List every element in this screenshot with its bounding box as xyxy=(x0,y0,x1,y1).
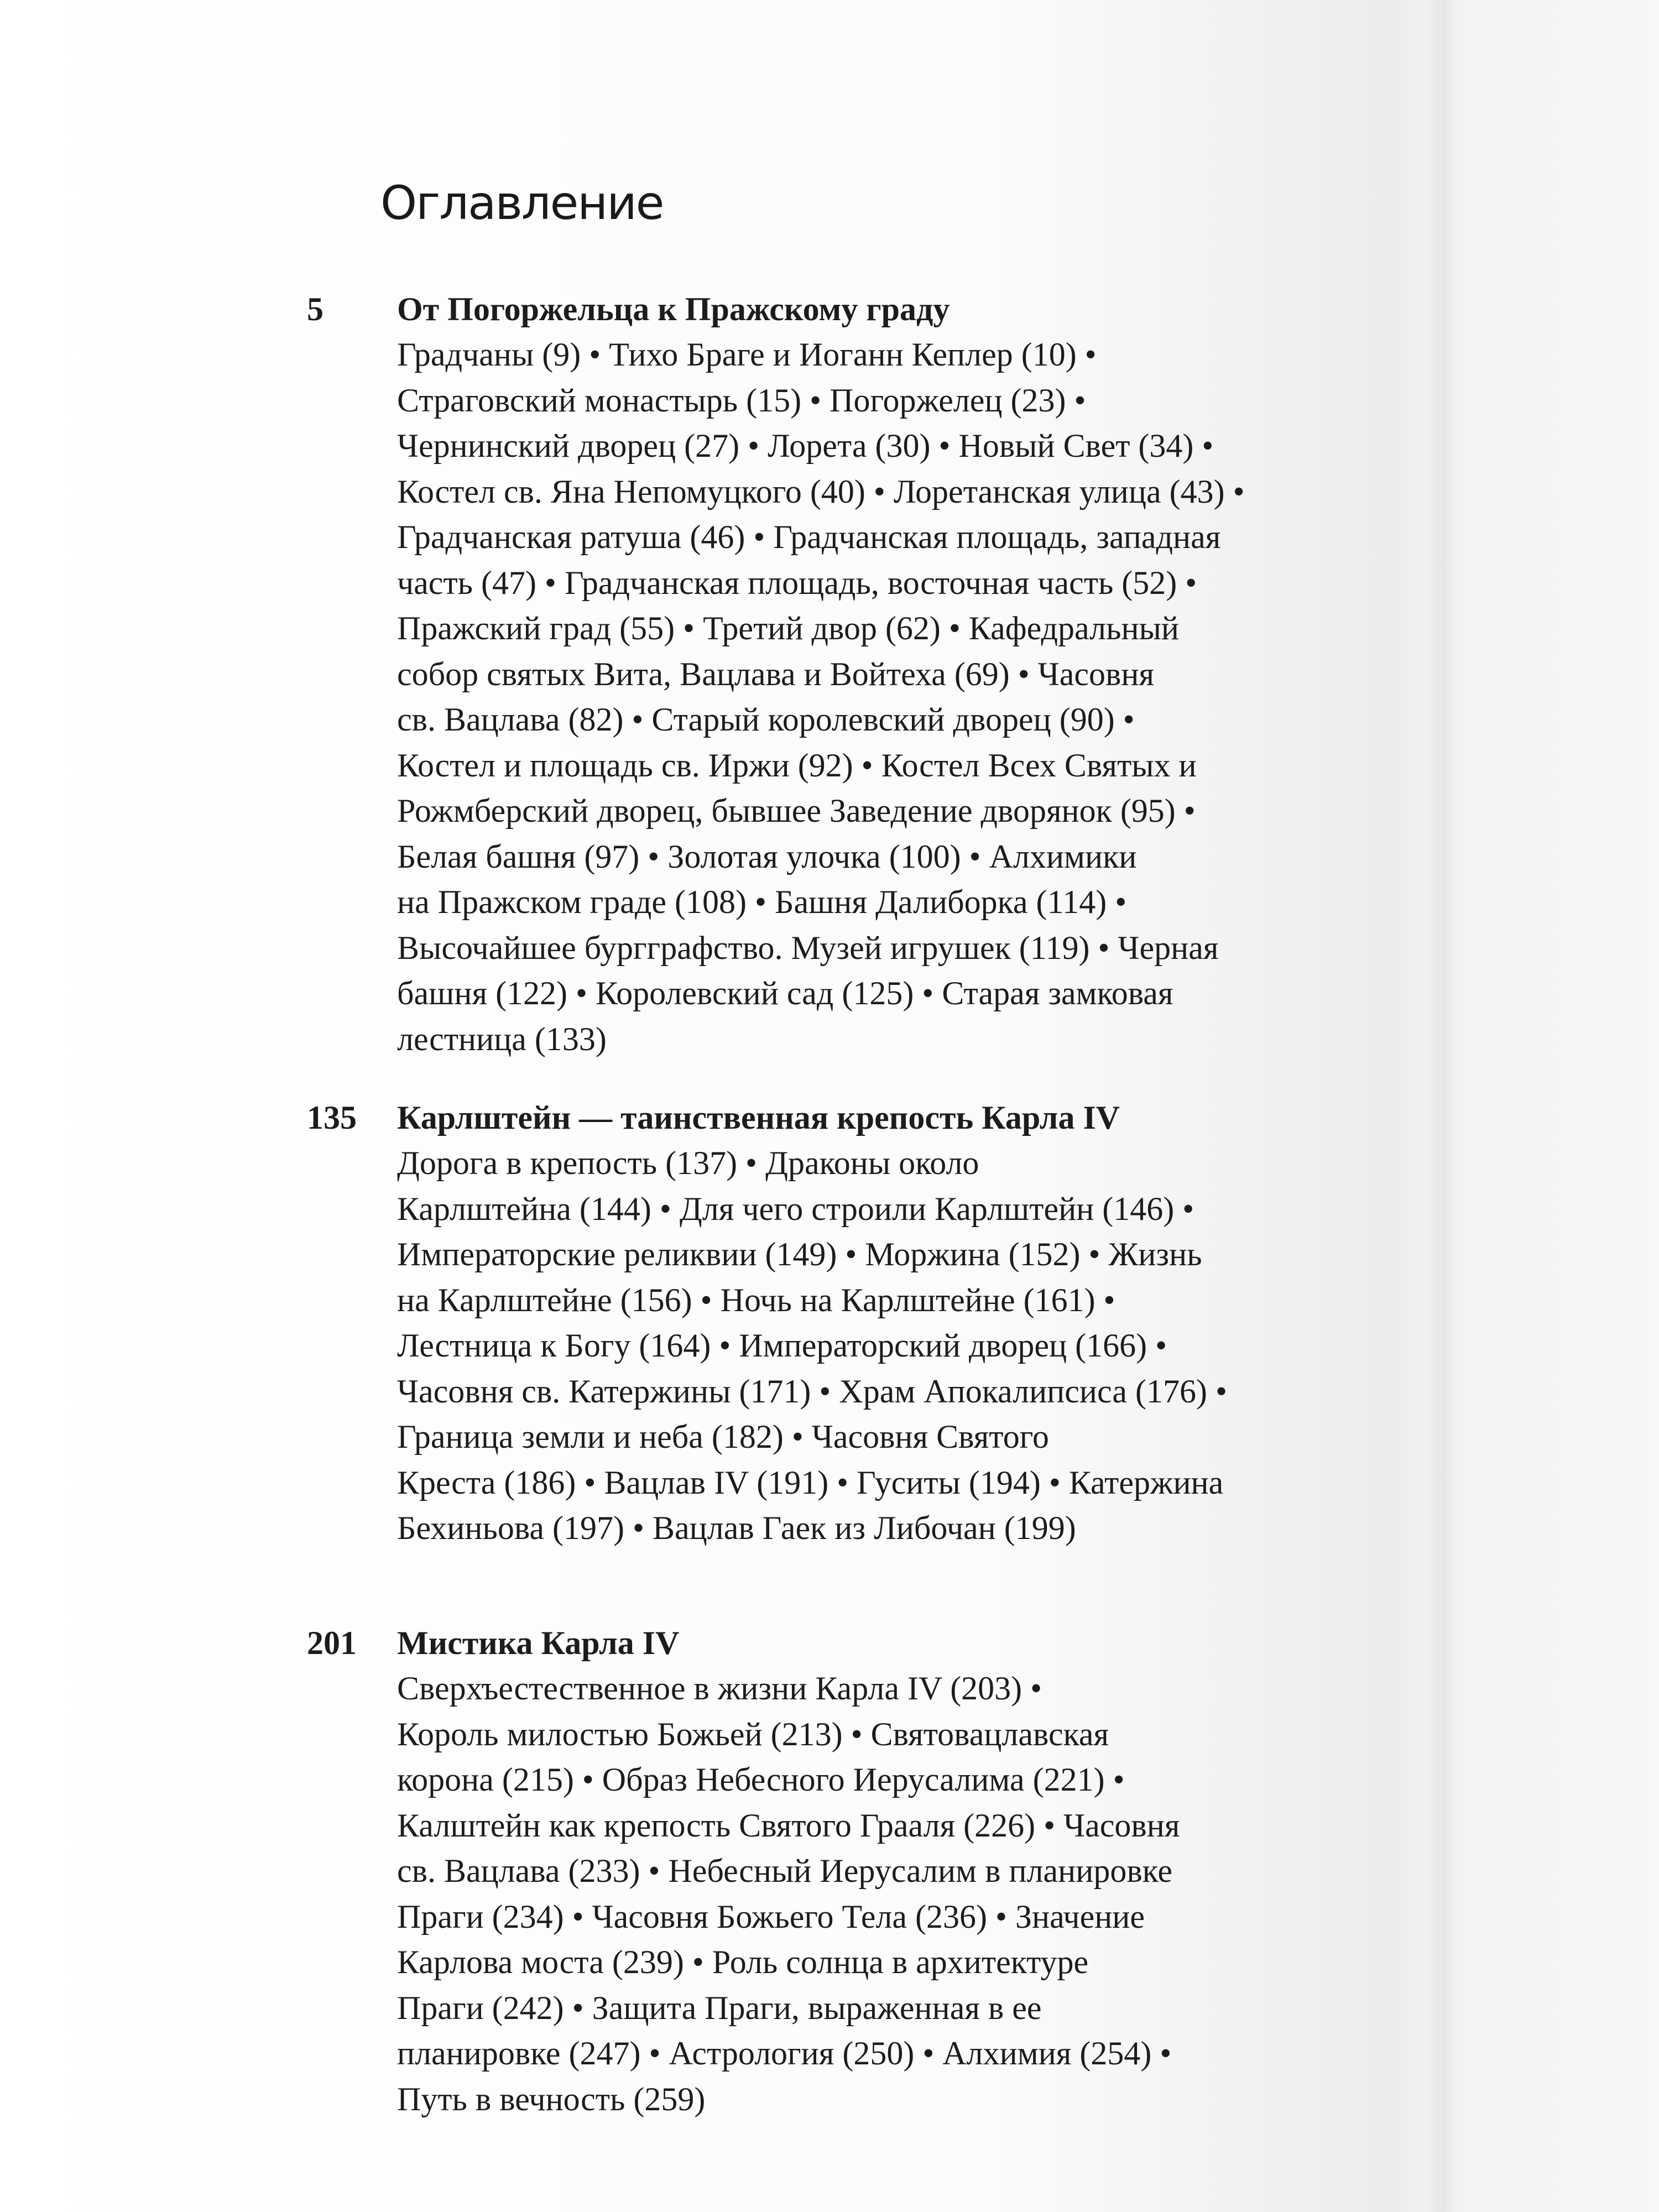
entry-line: Праги (242) • Защита Праги, выраженная в ее xyxy=(397,1989,1042,2026)
entry-line: Страговский монастырь (15) • Погоржелец (23) • xyxy=(397,382,1086,419)
page-edge-shadow xyxy=(1424,0,1457,2212)
entry-line: Лестница к Богу (164) • Императорский дворец (166) • xyxy=(397,1327,1167,1364)
entry-line: Чернинский дворец (27) • Лорета (30) • Новый Свет (34) • xyxy=(397,427,1214,464)
entry-line: св. Вацлава (233) • Небесный Иерусалим в планировке xyxy=(397,1853,1172,1889)
entry-line: лестница (133) xyxy=(397,1020,607,1057)
entry-line: Рожмберский дворец, бывшее Заведение дворянок (95) • xyxy=(397,792,1196,829)
entry-line: часть (47) • Градчанская площадь, восточная часть (52) • xyxy=(397,564,1197,601)
entry-line: на Карлштейне (156) • Ночь на Карлштейне (161) • xyxy=(397,1281,1115,1318)
entry-line: св. Вацлава (82) • Старый королевский дворец (90) • xyxy=(397,701,1135,738)
entry-line: Карлова моста (239) • Роль солнца в архитектуре xyxy=(397,1944,1089,1980)
entry-line: Пражский град (55) • Третий двор (62) • Кафедральный xyxy=(397,610,1180,646)
entry-line: Калштейн как крепость Святого Грааля (226) • Часовня xyxy=(397,1807,1180,1844)
entry-line: планировке (247) • Астрология (250) • Алхимия (254) • xyxy=(397,2035,1172,2072)
entry-line: Карлштейна (144) • Для чего строили Карлштейн (146) • xyxy=(397,1190,1194,1227)
entry-line: собор святых Вита, Вацлава и Войтеха (69) • Часовня xyxy=(397,655,1155,692)
entry-line: на Пражском граде (108) • Башня Далиборка (114) • xyxy=(397,884,1127,920)
section-entries xyxy=(397,1666,1180,2122)
entry-line: Градчанская ратуша (46) • Градчанская площадь, западная xyxy=(397,519,1221,555)
entry-line: Градчаны (9) • Тихо Браге и Иоганн Кеплер (10) • xyxy=(397,336,1097,373)
entry-line: Граница земли и неба (182) • Часовня Святого xyxy=(397,1418,1049,1455)
section-page-number: 135 xyxy=(307,1099,357,1136)
section-heading: Мистика Карла IV xyxy=(397,1625,680,1661)
entry-line: Праги (234) • Часовня Божьего Тела (236) • Значение xyxy=(397,1898,1145,1935)
entry-line: Императорские реликвии (149) • Моржина (152) • Жизнь xyxy=(397,1236,1202,1272)
entry-line: Бехиньова (197) • Вацлав Гаек из Либочан (199) xyxy=(397,1510,1076,1546)
entry-line: Костел св. Яна Непомуцкого (40) • Лоретанская улица (43) • xyxy=(397,473,1245,510)
section-heading: От Погоржельца к Пражскому граду xyxy=(397,291,950,327)
entry-line: Сверхъестественное в жизни Карла IV (203) • xyxy=(397,1670,1042,1707)
entry-line: башня (122) • Королевский сад (125) • Старая замковая xyxy=(397,975,1173,1011)
section-entries xyxy=(397,332,1245,1062)
entry-line: Высочайшее бургграфство. Музей игрушек (119) • Черная xyxy=(397,929,1219,966)
section-page-number: 5 xyxy=(307,291,324,327)
entry-line: Дорога в крепость (137) • Драконы около xyxy=(397,1145,979,1181)
section-entries xyxy=(397,1140,1227,1551)
entry-line: Часовня св. Катержины (171) • Храм Апокалипсиса (176) • xyxy=(397,1373,1227,1410)
page-title: Оглавление xyxy=(380,176,664,230)
entry-line: Король милостью Божьей (213) • Святовацлавская xyxy=(397,1715,1109,1752)
entry-line: корона (215) • Образ Небесного Иерусалима (221) • xyxy=(397,1761,1125,1798)
section-heading: Карлштейн — таинственная крепость Карла IV xyxy=(397,1099,1120,1136)
entry-line: Креста (186) • Вацлав IV (191) • Гуситы (194) • Катержина xyxy=(397,1464,1224,1501)
entry-line: Путь в вечность (259) xyxy=(397,2080,706,2117)
entry-line: Костел и площадь св. Иржи (92) • Костел Всех Святых и xyxy=(397,747,1197,784)
section-page-number: 201 xyxy=(307,1625,357,1661)
entry-line: Белая башня (97) • Золотая улочка (100) • Алхимики xyxy=(397,838,1137,875)
